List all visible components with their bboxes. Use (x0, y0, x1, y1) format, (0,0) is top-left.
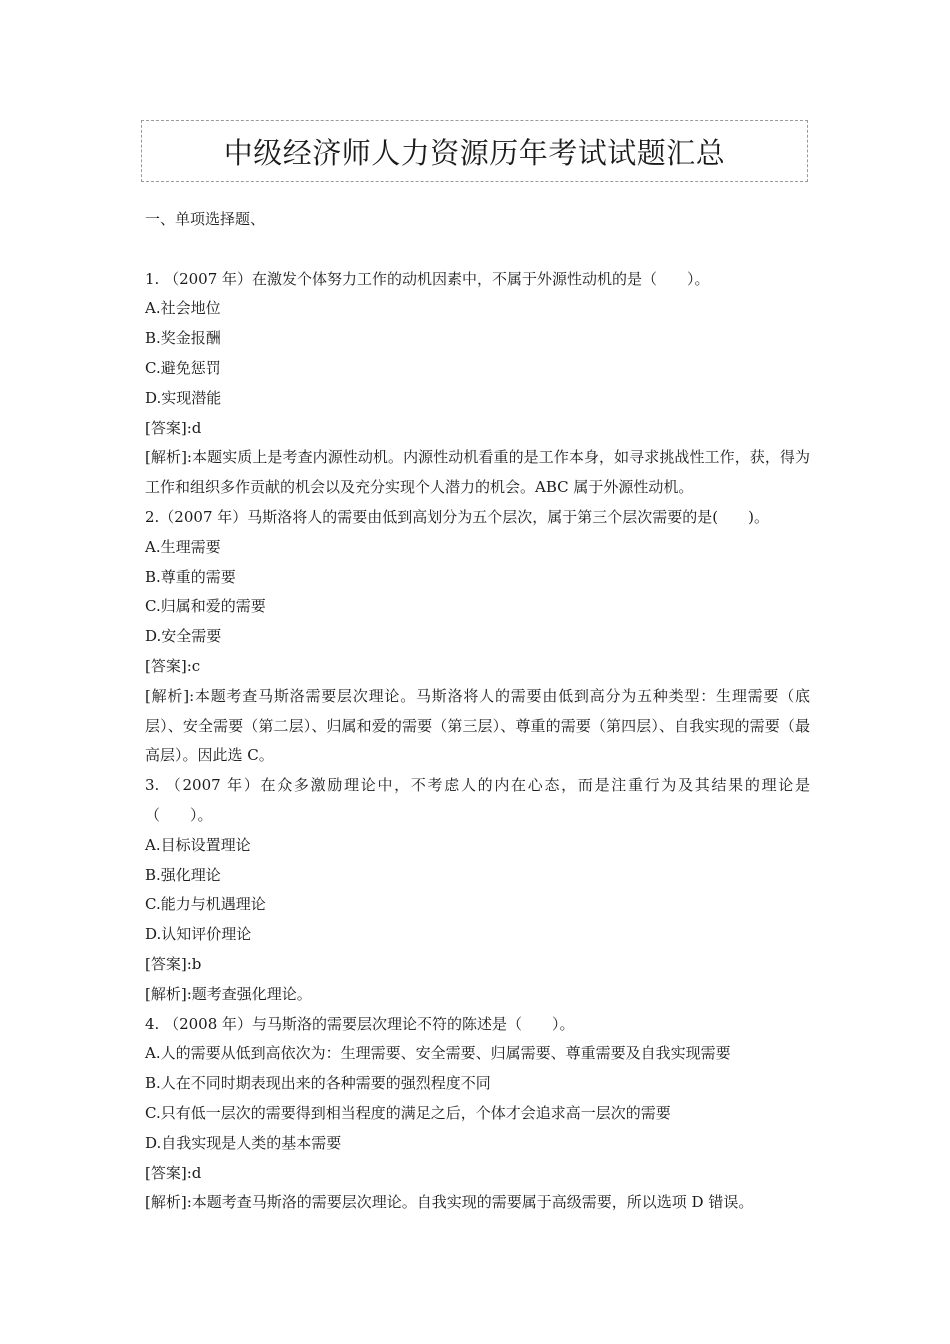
analysis: [解析]:本题考查马斯洛的需要层次理论。自我实现的需要属于高级需要，所以选项 D 错误。 (145, 1193, 754, 1212)
option-b: B.人在不同时期表现出来的各种需要的强烈程度不同 (145, 1074, 491, 1093)
option-a: A.生理需要 (145, 537, 221, 556)
option-a: A.目标设置理论 (145, 835, 251, 854)
option-d: D.安全需要 (145, 627, 222, 646)
question-4 (145, 1010, 810, 1219)
option-b: B.强化理论 (145, 865, 221, 884)
analysis: [解析]:本题实质上是考查内源性动机。内源性动机看重的是工作本身，如寻求挑战性工作，获，得为工作和组织多作贡献的机会以及充分实现个人潜力的机会。ABC 属于外源性动机。 (145, 448, 810, 497)
option-a: A.社会地位 (145, 299, 221, 318)
option-d: D.自我实现是人类的基本需要 (145, 1133, 342, 1152)
question-stem: 3. （2007 年）在众多激励理论中，不考虑人的内在心态，而是注重行为及其结果的理论是（ ）。 (145, 776, 810, 824)
question-3 (145, 771, 810, 1009)
question-2 (145, 503, 810, 771)
option-c: C.避免惩罚 (145, 358, 221, 377)
option-d: D.认知评价理论 (145, 925, 252, 944)
section-heading: 一、单项选择题、 (145, 210, 266, 228)
document-body (145, 205, 810, 1218)
analysis: [解析]:题考查强化理论。 (145, 984, 312, 1003)
question-stem: 2.（2007 年）马斯洛将人的需要由低到高划分为五个层次，属于第三个层次需要的是( )。 (145, 507, 769, 526)
analysis: [解析]:本题考查马斯洛需要层次理论。马斯洛将人的需要由低到高分为五种类型：生理需要（底层）、安全需要（第二层）、归属和爱的需要（第三层）、尊重的需要（第四层）、自我实现的需要（最高层）。因此选 C。 (145, 686, 810, 765)
option-a: A.人的需要从低到高依次为：生理需要、安全需要、归属需要、尊重需要及自我实现需要 (145, 1044, 731, 1063)
option-d: D.实现潜能 (145, 388, 222, 407)
answer: [答案]:d (145, 418, 202, 437)
option-c: C.归属和爱的需要 (145, 597, 266, 616)
question-stem: 1. （2007 年）在激发个体努力工作的动机因素中，不属于外源性动机的是（ ）。 (145, 269, 710, 288)
document-title: 中级经济师人力资源历年考试试题汇总 (223, 135, 726, 170)
answer: [答案]:d (145, 1163, 202, 1182)
question-1 (145, 265, 810, 503)
answer: [答案]:b (145, 954, 202, 973)
question-stem: 4. （2008 年）与马斯洛的需要层次理论不符的陈述是（ ）。 (145, 1014, 575, 1033)
option-b: B.奖金报酬 (145, 329, 221, 348)
option-b: B.尊重的需要 (145, 567, 236, 586)
option-c: C.只有低一层次的需要得到相当程度的满足之后，个体才会追求高一层次的需要 (145, 1103, 671, 1122)
title-box (141, 120, 808, 182)
answer: [答案]:c (145, 656, 201, 675)
option-c: C.能力与机遇理论 (145, 895, 266, 914)
